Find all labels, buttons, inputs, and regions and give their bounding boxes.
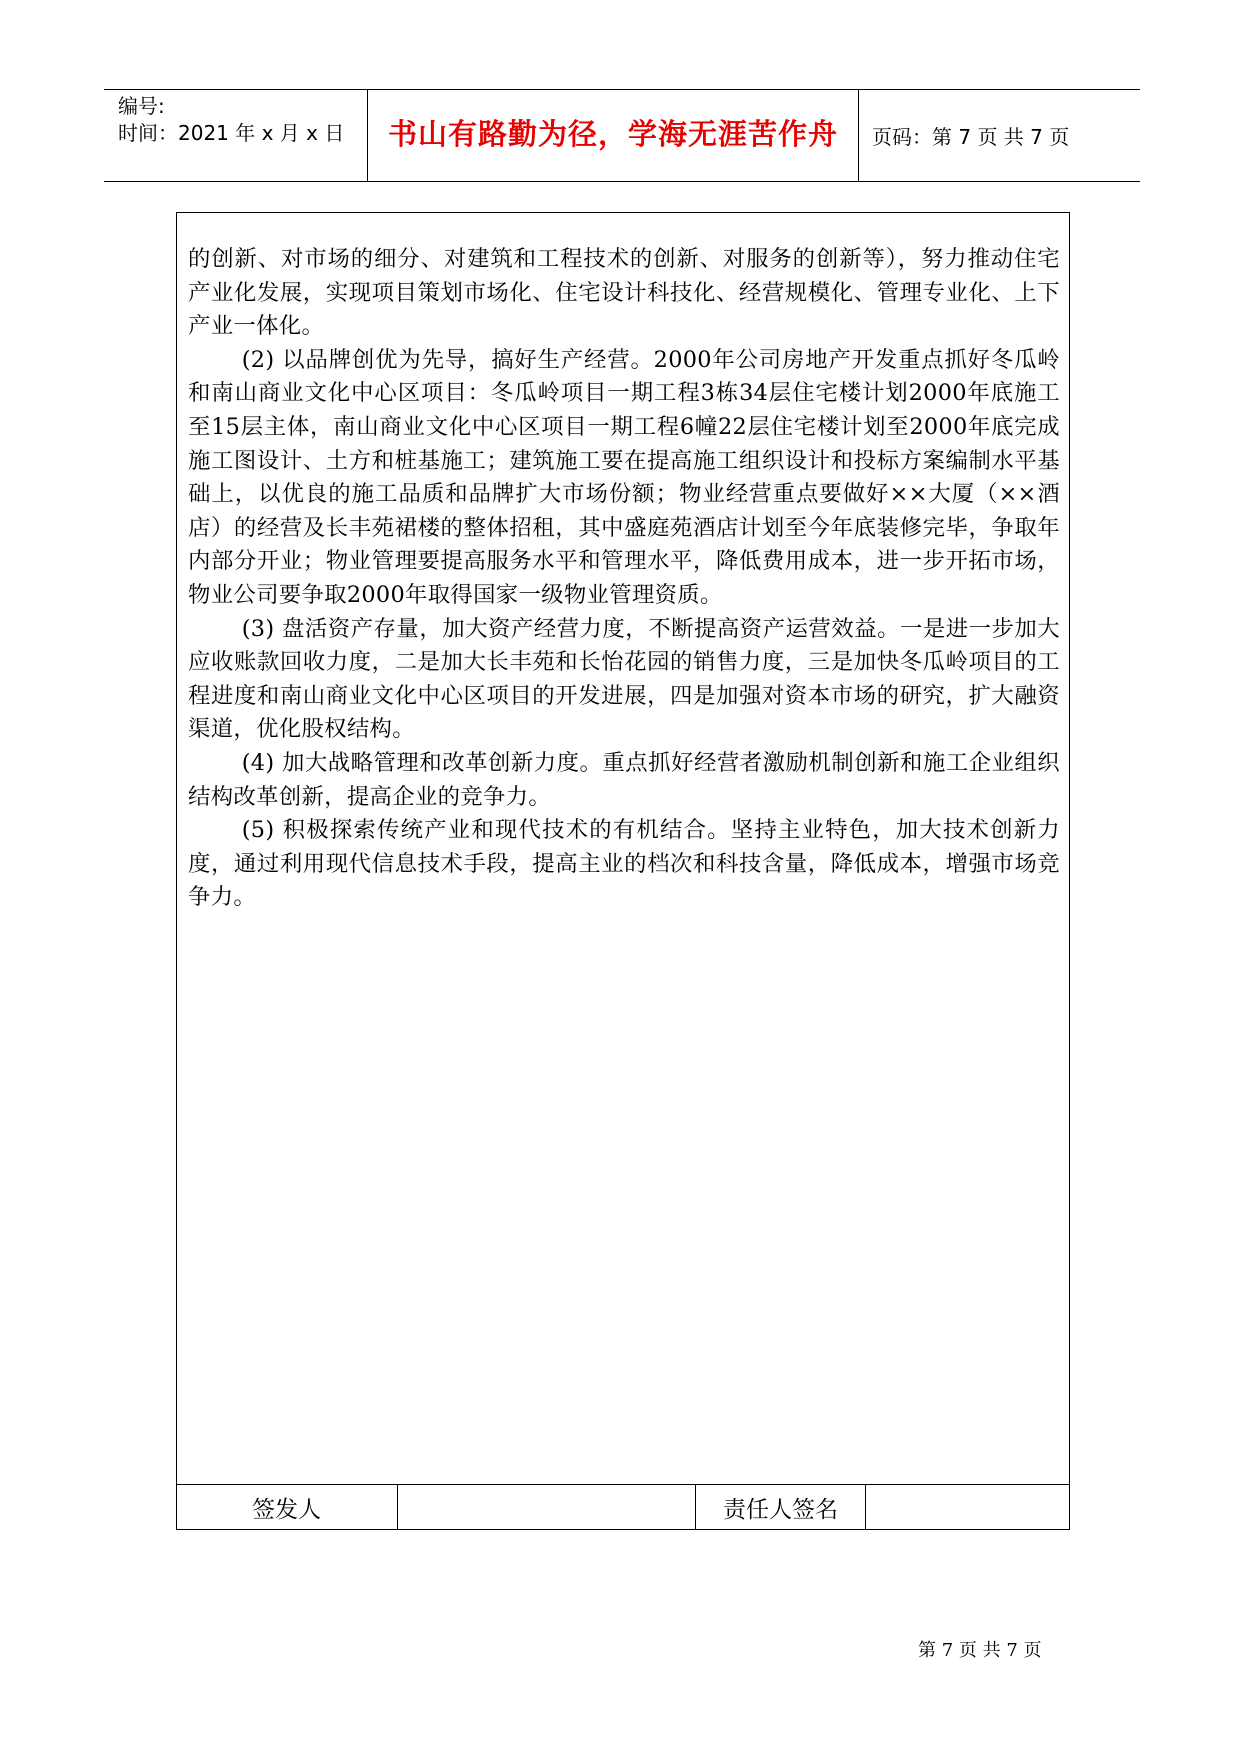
body-paragraph: (4) 加大战略管理和改革创新力度。重点抓好经营者激励机制创新和施工企业组织结构改革创新，提高企业的竞争力。 xyxy=(188,749,1060,810)
body-paragraph: (2) 以品牌创优为先导，搞好生产经营。2000年公司房地产开发重点抓好冬瓜岭和南山商业文化中心区项目：冬瓜岭项目一期工程3栋34层住宅楼计划2000年底施工至15层主体，南山商业文化中心区项目一期工程6幢22层住宅楼计划至2000年底完成施工图设计、土方和桩基施工；建筑施工要在提高施工组织设计和投标方案编制水平基础上，以优良的施工品质和品牌扩大市场份额；物业经营重点要做好××大厦（××酒店）的经营及长丰苑裙楼的整体招租，其中盛庭苑酒店计划至今年底装修完毕，争取年内部分开业；物业管理要提高服务水平和管理水平，降低费用成本，进一步开拓市场，物业公司要争取2000年取得国家一级物业管理资质。 xyxy=(188,346,1060,608)
body-paragraph: (5) 积极探索传统产业和现代技术的有机结合。坚持主业特色，加大技术创新力度，通过利用现代信息技术手段，提高主业的档次和科技含量，降低成本，增强市场竞争力。 xyxy=(188,817,1060,911)
responsible-signature-label: 责任人签名 xyxy=(696,1485,866,1530)
header-motto: 书山有路勤为径，学海无涯苦作舟 xyxy=(387,117,838,151)
header-bottom-rule xyxy=(104,181,1140,182)
header-number-label: 编号: xyxy=(118,94,165,118)
header-divider-right xyxy=(858,89,859,181)
body-paragraph: 的创新、对市场的细分、对建筑和工程技术的创新、对服务的创新等），努力推动住宅产业化发展，实现项目策划市场化、住宅设计科技化、经营规模化、管理专业化、上下产业一体化。 xyxy=(188,246,1060,340)
header-page-label: 页码：第 7 页 共 7 页 xyxy=(872,125,1070,149)
body-paragraph: (3) 盘活资产存量，加大资产经营力度，不断提高资产运营效益。一是进一步加大应收账款回收力度，二是加大长丰苑和长怡花园的销售力度，三是加快冬瓜岭项目的工程进度和南山商业文化中心区项目的开发进展，四是加强对资本市场的研究，扩大融资渠道，优化股权结构。 xyxy=(188,615,1060,743)
responsible-signature-field[interactable] xyxy=(866,1485,1068,1530)
issuer-label: 签发人 xyxy=(176,1485,398,1530)
document-body xyxy=(188,243,1060,915)
issuer-field[interactable] xyxy=(398,1485,696,1530)
footer-page-number: 第 7 页 共 7 页 xyxy=(918,1640,1042,1661)
header-top-rule xyxy=(104,89,1140,90)
header-time-label: 时间：2021 年 x 月 x 日 xyxy=(118,121,345,145)
signature-row xyxy=(176,1484,1070,1530)
